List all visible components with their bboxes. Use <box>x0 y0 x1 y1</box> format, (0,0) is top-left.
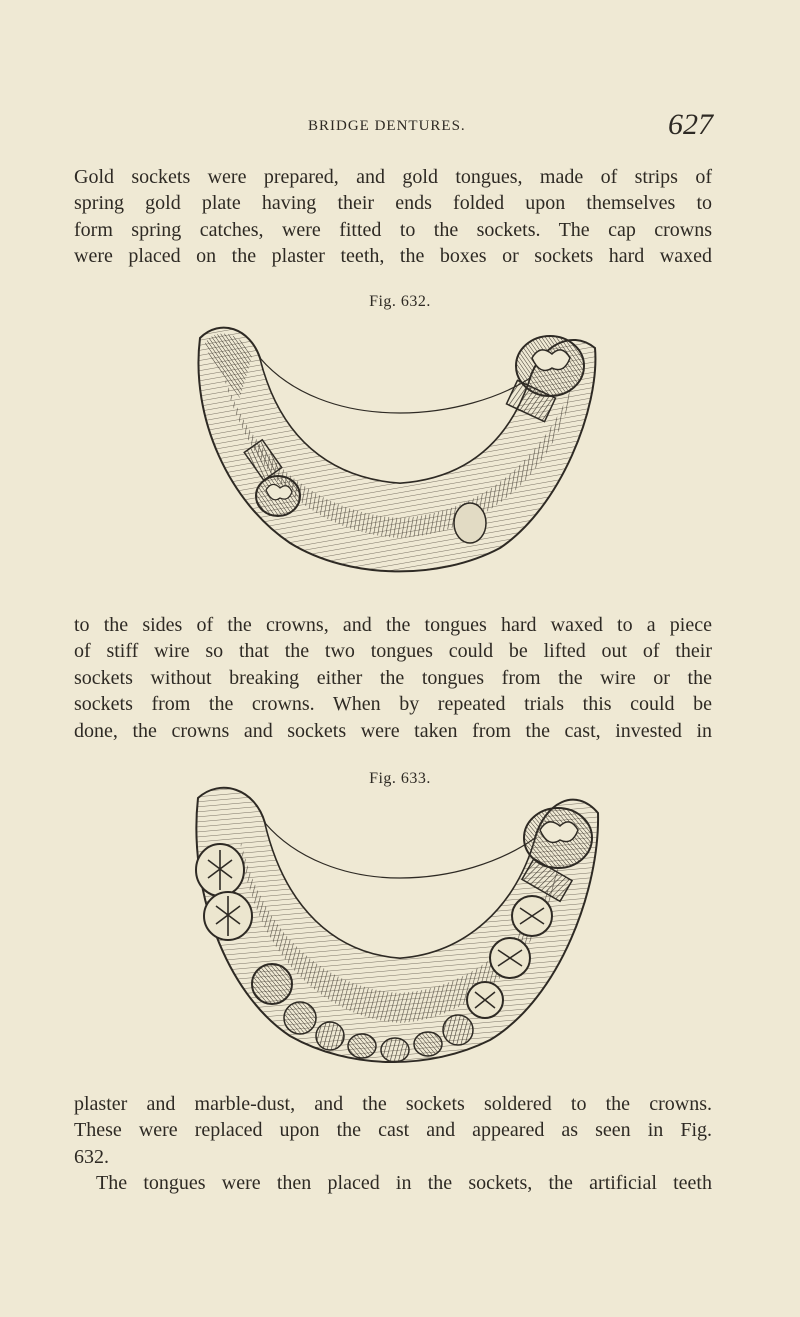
text-line: The tongues were then placed in the sockets, the artificial teeth <box>96 1172 712 1194</box>
figure-633-dental-arch <box>180 778 620 1070</box>
figure-632-dental-cast <box>180 318 620 578</box>
text-line: were placed on the plaster teeth, the boxes or sockets hard waxed <box>74 245 712 268</box>
text-line: sockets from the crowns. When by repeated trials this could be <box>74 693 712 716</box>
text-line: form spring catches, were fitted to the sockets. The cap crowns <box>74 218 712 241</box>
text-line: of stiff wire so that the two tongues could be lifted out of their <box>74 640 712 663</box>
running-title: BRIDGE DENTURES. <box>308 118 466 134</box>
text-line: 632. <box>74 1145 109 1168</box>
text-line: sockets without breaking either the tongues from the wire or the <box>74 666 712 689</box>
text-line: to the sides of the crowns, and the tongues hard waxed to a piece <box>74 614 712 636</box>
text-line: done, the crowns and sockets were taken from the cast, invested in <box>74 719 712 742</box>
text-line: These were replaced upon the cast and appeared as seen in Fig. <box>74 1119 712 1142</box>
page-number: 627 <box>668 108 713 141</box>
paragraph-3 <box>74 1091 712 1170</box>
paragraph-4 <box>74 1170 712 1196</box>
text-line: spring gold plate having their ends folded upon themselves to <box>74 192 712 215</box>
paragraph-2 <box>74 612 712 744</box>
figure-633-caption: Fig. 633. <box>369 770 431 787</box>
text-line: plaster and marble-dust, and the sockets soldered to the crowns. <box>74 1093 712 1115</box>
abutment-tooth <box>454 503 486 543</box>
text-line: Gold sockets were prepared, and gold tongues, made of strips of <box>74 166 712 188</box>
paragraph-1 <box>74 164 712 270</box>
figure-632-caption: Fig. 632. <box>369 293 431 310</box>
running-head <box>0 108 800 148</box>
